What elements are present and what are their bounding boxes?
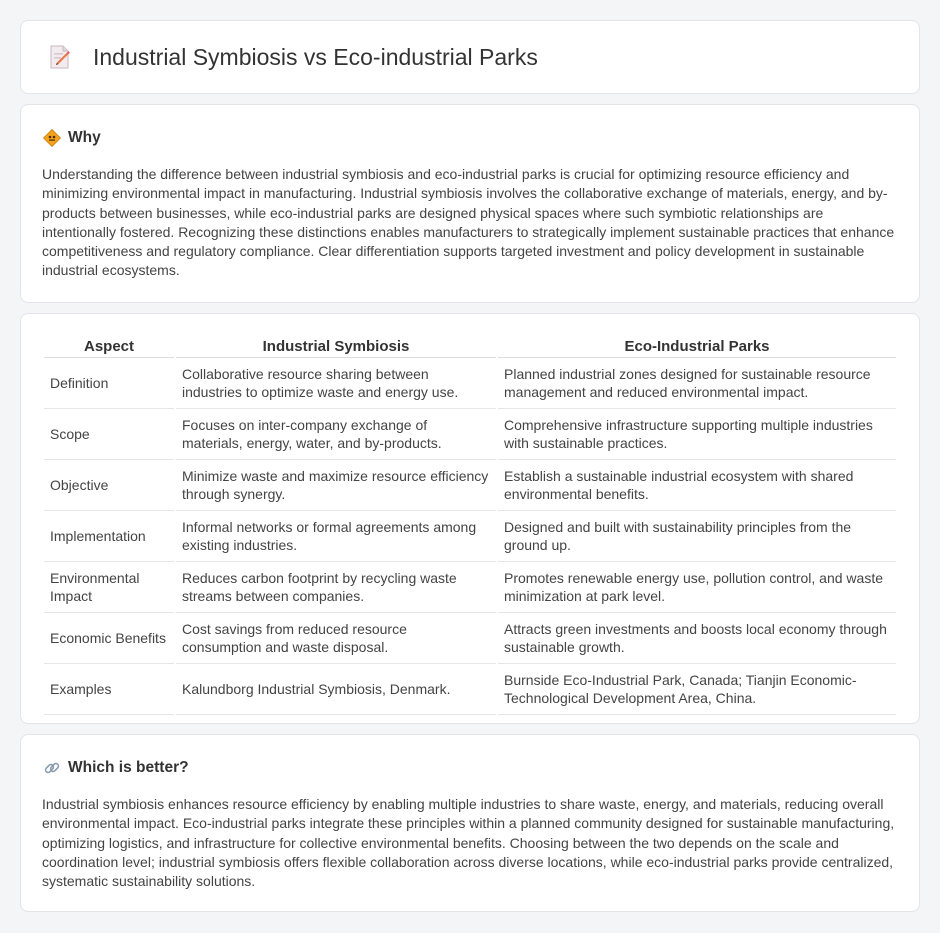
which-better-section — [20, 734, 920, 912]
row-industrial-symbiosis: Minimize waste and maximize resource efficiency through synergy. — [176, 460, 496, 511]
comparison-table — [42, 334, 898, 715]
row-aspect: Examples — [44, 664, 174, 715]
which-better-text: Industrial symbiosis enhances resource efficiency by enabling multiple industries to share waste, energy, and materials, reducing overall environmental impact. Eco-industrial parks integrate these principles within a planned community designed for sustainable manufacturing, optimizing logistics, and infrastructure for collective environmental benefits. Choosing between the two depends on the scale and coordination level; industrial symbiosis offers flexible collaboration across diverse locations, while eco-industrial parks provide centralized, systematic sustainability solutions. — [42, 796, 895, 890]
page-title: Industrial Symbiosis vs Eco-industrial Parks — [93, 43, 538, 70]
why-title: Why — [68, 129, 101, 146]
header-eco-industrial-parks: Eco-Industrial Parks — [498, 334, 896, 358]
row-aspect: Definition — [44, 358, 174, 409]
row-industrial-symbiosis: Collaborative resource sharing between industries to optimize waste and energy use. — [176, 358, 496, 409]
row-industrial-symbiosis: Cost savings from reduced resource consumption and waste disposal. — [176, 613, 496, 664]
which-better-heading — [42, 757, 898, 779]
row-aspect: Economic Benefits — [44, 613, 174, 664]
row-aspect: Environmental Impact — [44, 562, 174, 613]
row-eco-industrial-parks: Promotes renewable energy use, pollution control, and waste minimization at park level. — [498, 562, 896, 613]
row-industrial-symbiosis: Informal networks or formal agreements among existing industries. — [176, 511, 496, 562]
why-text: Understanding the difference between industrial symbiosis and eco-industrial parks is crucial for optimizing resource efficiency and minimizing environmental impact in manufacturing. Industrial symbiosis involves the collaborative exchange of materials, energy, and by-products between businesses, while eco-industrial parks are designed physical spaces where such symbiotic relationships are intentionally fostered. Recognizing these distinctions enables manufacturers to strategically implement sustainable practices that enhance competitiveness and regulatory compliance. Clear differentiation supports targeted investment and policy development in sustainable industrial ecosystems. — [42, 166, 895, 279]
document-pencil-icon — [45, 42, 75, 72]
table-row — [44, 664, 896, 715]
row-aspect: Implementation — [44, 511, 174, 562]
row-eco-industrial-parks: Designed and built with sustainability principles from the ground up. — [498, 511, 896, 562]
row-aspect: Scope — [44, 409, 174, 460]
table-header-row — [44, 334, 896, 358]
row-industrial-symbiosis: Kalundborg Industrial Symbiosis, Denmark. — [176, 664, 496, 715]
comparison-table-card — [20, 313, 920, 724]
row-eco-industrial-parks: Comprehensive infrastructure supporting multiple industries with sustainable practices. — [498, 409, 896, 460]
table-row — [44, 562, 896, 613]
why-heading — [42, 127, 898, 149]
table-row — [44, 511, 896, 562]
row-eco-industrial-parks: Burnside Eco-Industrial Park, Canada; Tianjin Economic-Technological Development Area, China. — [498, 664, 896, 715]
row-industrial-symbiosis: Focuses on inter-company exchange of materials, energy, water, and by-products. — [176, 409, 496, 460]
table-row — [44, 358, 896, 409]
table-row — [44, 613, 896, 664]
header-industrial-symbiosis: Industrial Symbiosis — [176, 334, 496, 358]
diamond-sign-icon — [42, 128, 62, 148]
row-eco-industrial-parks: Planned industrial zones designed for sustainable resource management and reduced environmental impact. — [498, 358, 896, 409]
table-row — [44, 460, 896, 511]
row-eco-industrial-parks: Attracts green investments and boosts local economy through sustainable growth. — [498, 613, 896, 664]
which-better-title: Which is better? — [68, 759, 189, 776]
table-row — [44, 409, 896, 460]
row-eco-industrial-parks: Establish a sustainable industrial ecosystem with shared environmental benefits. — [498, 460, 896, 511]
link-icon — [42, 758, 62, 778]
header-aspect: Aspect — [44, 334, 174, 358]
row-aspect: Objective — [44, 460, 174, 511]
row-industrial-symbiosis: Reduces carbon footprint by recycling waste streams between companies. — [176, 562, 496, 613]
why-section — [20, 104, 920, 303]
header-card — [20, 20, 920, 94]
